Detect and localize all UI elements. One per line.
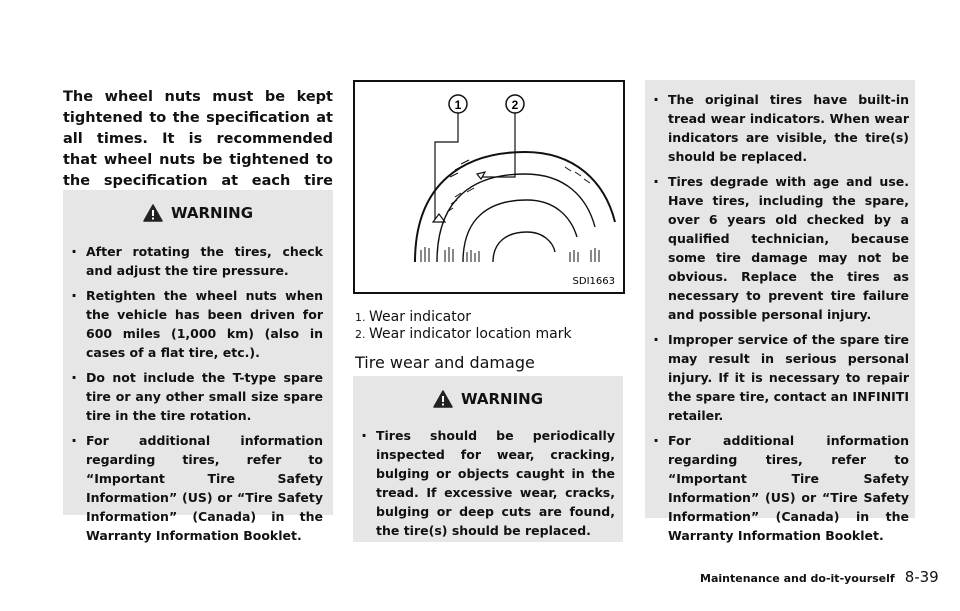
- page-number: 8-39: [904, 568, 939, 586]
- footer-section-title: Maintenance and do-it-yourself: [700, 572, 895, 585]
- list-item: . The original tires have built-in tread wear indicators. When wear indicators are visible, the tire(s) should be replaced.: [649, 90, 909, 166]
- list-item: . For additional information regarding tires, refer to “Important Tire Safety Information” (US) or “Tire Safety Information” (Canada) in the Warranty Information Booklet.: [67, 431, 323, 545]
- callout-2-label: 2: [511, 98, 519, 112]
- figure-captions: [355, 309, 625, 372]
- callout-1: [449, 95, 467, 113]
- list-item: . After rotating the tires, check and adjust the tire pressure.: [67, 242, 323, 280]
- intro-paragraph: The wheel nuts must be kept tightened to the specification at all times. It is recommended that wheel nuts be tightened to the specification at each tire: [63, 89, 333, 189]
- list-item: . Retighten the wheel nuts when the vehicle has been driven for 600 miles (1,000 km) (also in cases of a flat tire, etc.).: [67, 286, 323, 362]
- list-item: . For additional information regarding tires, refer to “Important Tire Safety Information” (US) or “Tire Safety Information” (Canada) in the Warranty Information Booklet.: [649, 431, 909, 545]
- warning-list-right: [645, 80, 915, 545]
- caption-list: [355, 309, 625, 343]
- section-title: Tire wear and damage: [355, 353, 535, 372]
- warning-list-left: [63, 222, 333, 545]
- list-item: . Improper service of the spare tire may result in serious personal injury. If it is necessary to repair the spare tire, contact an INFINITI retailer.: [649, 330, 909, 425]
- warning-title: WARNING: [170, 204, 254, 222]
- callout-2: [506, 95, 524, 113]
- warning-triangle-icon: [433, 390, 453, 408]
- caption-item: 2. Wear indicator location mark: [355, 326, 572, 342]
- warning-list-middle: [353, 408, 623, 540]
- list-item: . Tires degrade with age and use. Have tires, including the spare, over 6 years old checked by a qualified technician, because some tire damage may not be obvious. Replace the tires as necessary to prevent tire failure and possible personal injury.: [649, 172, 909, 324]
- warning-box-right: [645, 80, 915, 543]
- list-item: . Tires should be periodically inspected for wear, cracking, bulging or objects caught in the tread. If excessive wear, cracks, bulging or deep cuts are found, the tire(s) should be replaced.: [357, 426, 615, 540]
- list-item: . Do not include the T-type spare tire or any other small size spare tire in the tire rotation.: [67, 368, 323, 425]
- warning-box-middle: [353, 376, 623, 542]
- callout-1-label: 1: [454, 98, 462, 112]
- warning-header: [63, 204, 333, 222]
- caption-item: 1. Wear indicator: [355, 309, 472, 325]
- warning-box-left: [63, 190, 333, 543]
- page-footer: [700, 568, 939, 586]
- tire-figure: [353, 80, 625, 294]
- warning-header: [353, 390, 623, 408]
- warning-triangle-icon: [143, 204, 163, 222]
- warning-title: WARNING: [460, 390, 544, 408]
- tire-wear-indicator-illustration: [355, 82, 623, 292]
- figure-code: SDI1663: [572, 276, 615, 287]
